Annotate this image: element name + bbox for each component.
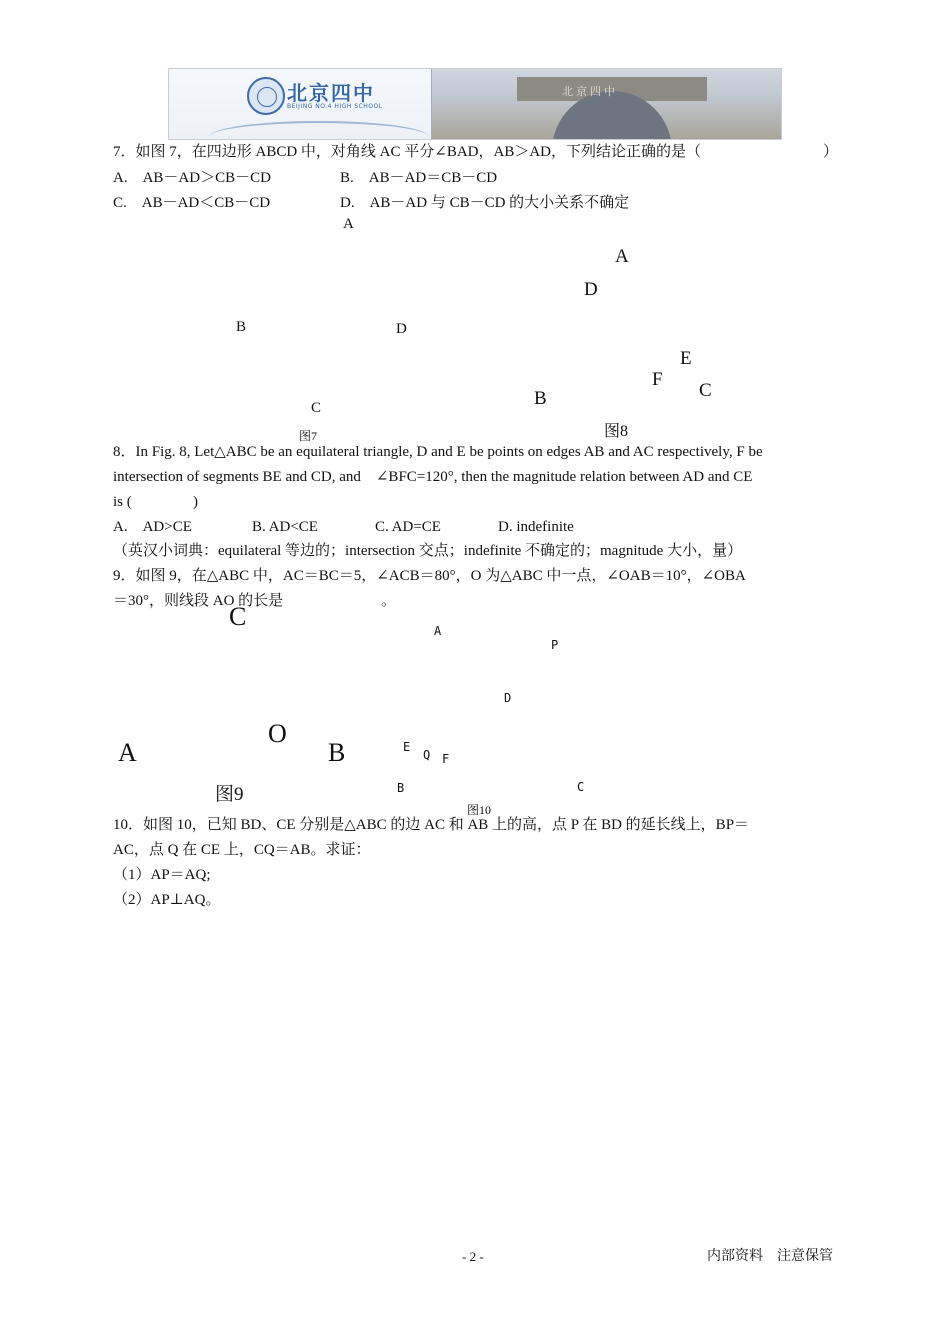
fig7-label-a: A xyxy=(343,216,354,232)
fig10-label-e: E xyxy=(403,740,411,754)
fig8-label-b: B xyxy=(534,388,547,409)
fig8-label-d: D xyxy=(584,279,598,300)
q9-line-2b: 。 xyxy=(381,593,397,609)
q8-option-c: C. AD=CE xyxy=(375,519,441,535)
fig7-label-c: C xyxy=(311,400,322,416)
fig10-caption: 图10 xyxy=(467,803,492,817)
fig10-label-q: Q xyxy=(423,748,431,762)
q7-option-b: B. AB－AD＝CB－CD xyxy=(340,170,498,186)
fig9-label-o: O xyxy=(268,719,287,748)
q7-stem: 7．如图 7，在四边形 ABCD 中，对角线 AC 平分∠BAD，AB＞AD，下列结论正确的是（ xyxy=(113,144,702,160)
logo-chinese-name: 北京四中 xyxy=(287,81,375,105)
school-gate-photo xyxy=(432,69,781,139)
fig7-caption: 图7 xyxy=(299,429,318,443)
fig10-label-b: B xyxy=(397,781,405,795)
fig9-label-c: C xyxy=(229,602,247,631)
q8-line-2: intersection of segments BE and CD, and ∠BFC=120°, then the magnitude relation between AD and CE xyxy=(113,469,753,485)
q9-line-1: 9．如图 9，在△ABC 中，AC＝BC＝5，∠ACB＝80°，O 为△ABC 中一点，∠OAB＝10°，∠OBA xyxy=(113,568,746,584)
q8-line-3a: is ( xyxy=(113,494,132,510)
fig8-label-a: A xyxy=(615,246,629,267)
fig9-label-a: A xyxy=(118,738,137,767)
school-logo xyxy=(169,69,431,139)
q8-option-b: B. AD<CE xyxy=(252,519,318,535)
fig7-label-d: D xyxy=(396,321,407,337)
q8-option-a: A. AD>CE xyxy=(113,519,192,535)
fig9-label-b: B xyxy=(328,738,346,767)
school-emblem-icon xyxy=(247,77,285,115)
footer-note: 内部资料 注意保管 xyxy=(707,1249,833,1264)
q10-part-2: （2）AP⊥AQ。 xyxy=(113,892,221,908)
header-banner xyxy=(168,68,782,140)
logo-swoosh xyxy=(209,121,429,140)
q9-line-2a: ＝30°，则线段 AO 的长是 xyxy=(113,593,284,609)
fig10-label-p: P xyxy=(551,638,559,652)
fig8-label-f: F xyxy=(652,369,663,390)
fig10-label-c: C xyxy=(577,780,585,794)
q8-line-3b: ) xyxy=(193,494,198,510)
logo-english-name: BEIJING NO.4 HIGH SCHOOL xyxy=(287,103,383,110)
q7-option-c: C. AB－AD＜CB－CD xyxy=(113,195,271,211)
gate-inscription: 北京四中 xyxy=(562,85,618,98)
q10-line-2: AC，点 Q 在 CE 上，CQ＝AB。求证： xyxy=(113,842,371,858)
q10-part-1: （1）AP＝AQ; xyxy=(113,867,211,883)
q7-close-paren: ） xyxy=(823,144,839,160)
q8-dictionary: （英汉小词典：equilateral 等边的；intersection 交点；indefinite 不确定的；magnitude 大小，量） xyxy=(113,543,743,559)
q7-option-d: D. AB－AD 与 CB－CD 的大小关系不确定 xyxy=(340,195,630,211)
fig8-label-e: E xyxy=(680,348,692,369)
fig8-label-c: C xyxy=(699,380,712,401)
q10-line-1: 10．如图 10，已知 BD、CE 分别是△ABC 的边 AC 和 AB 上的高，点 P 在 BD 的延长线上，BP＝ xyxy=(113,817,750,833)
q7-option-a: A. AB－AD＞CB－CD xyxy=(113,170,271,186)
fig8-caption: 图8 xyxy=(604,423,629,440)
q8-line-1: 8．In Fig. 8, Let△ABC be an equilateral triangle, D and E be points on edges AB and AC respectively, F be xyxy=(113,444,763,460)
fig10-label-d: D xyxy=(504,691,512,705)
page-number: - 2 - xyxy=(462,1249,484,1264)
fig7-label-b: B xyxy=(236,319,247,335)
fig9-caption: 图9 xyxy=(215,784,244,805)
fig10-label-a: A xyxy=(434,624,442,638)
q8-option-d: D. indefinite xyxy=(498,519,574,535)
fig10-label-f: F xyxy=(442,752,450,766)
